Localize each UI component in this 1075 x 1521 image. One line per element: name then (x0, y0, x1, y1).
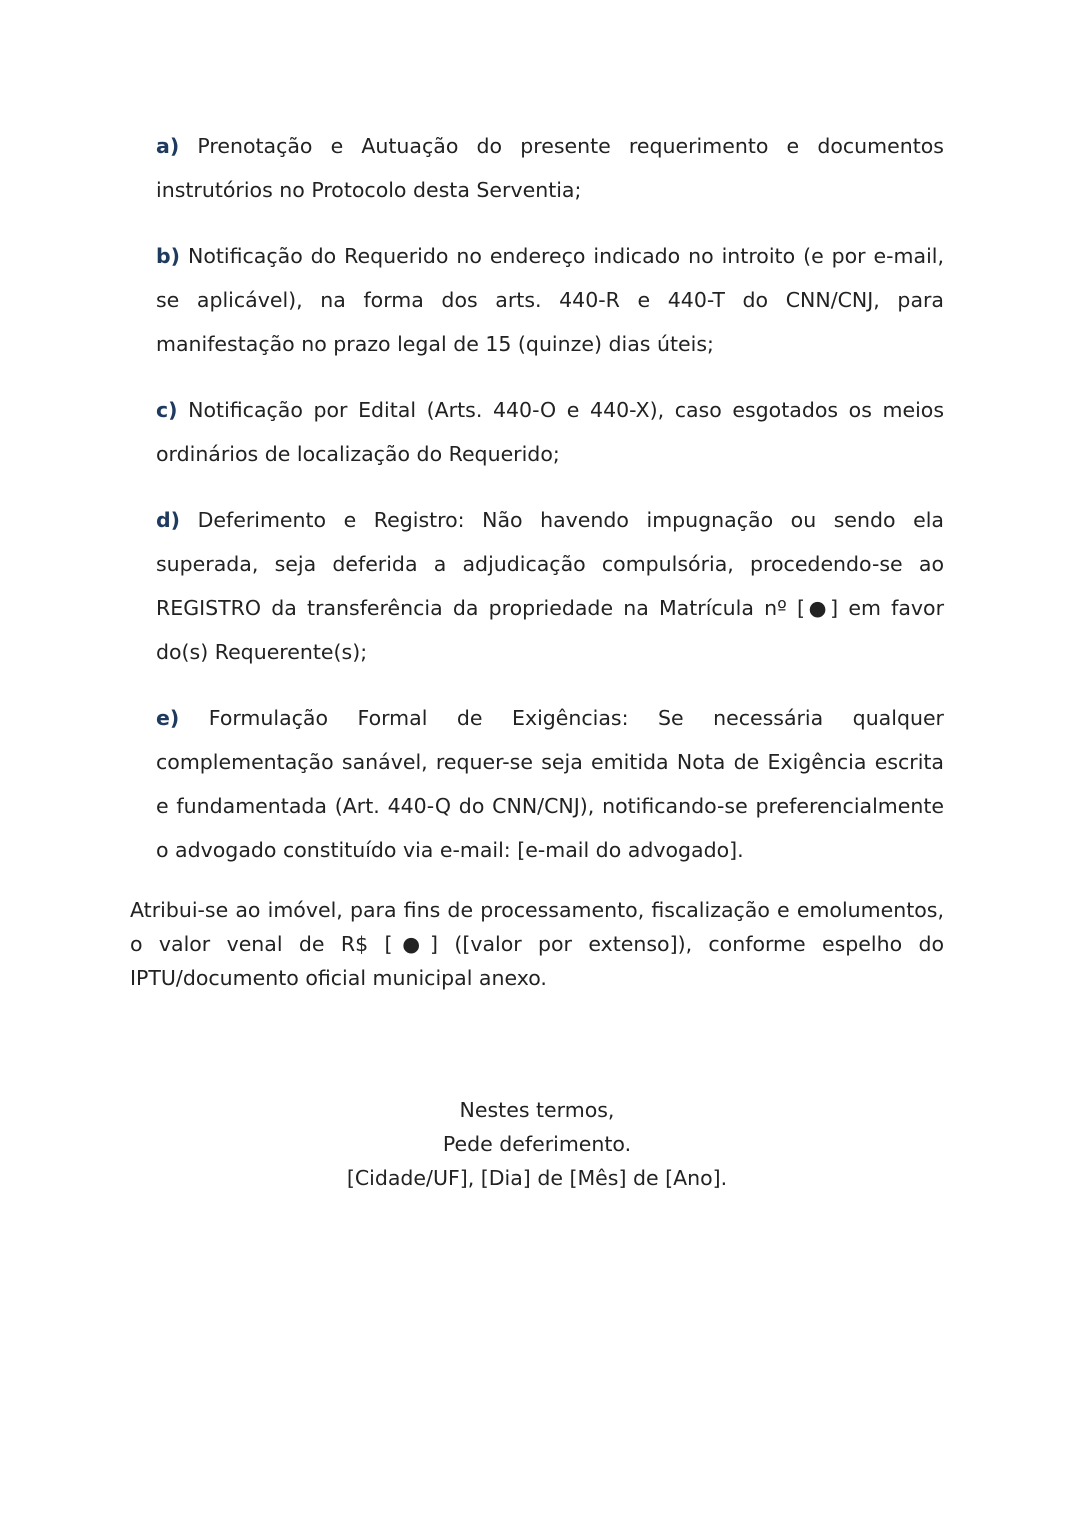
request-item-e (156, 696, 944, 872)
closing-block (130, 1093, 944, 1195)
property-valuation-paragraph: Atribui-se ao imóvel, para fins de processamento, fiscalização e emolumentos, o valor venal de R$ [●] ([valor por extenso]), conforme espelho do IPTU/documento oficial municipal anexo. (130, 898, 944, 990)
request-item-text: Prenotação e Autuação do presente requerimento e documentos instrutórios no Protocolo desta Serventia; (156, 134, 944, 202)
request-item-a (156, 124, 944, 212)
request-item-text: Notificação por Edital (Arts. 440-O e 440-X), caso esgotados os meios ordinários de localização do Requerido; (156, 398, 944, 466)
request-item-letter: e) (156, 706, 180, 730)
closing-place-date: [Cidade/UF], [Dia] de [Mês] de [Ano]. (346, 1166, 728, 1190)
request-item-letter: c) (156, 398, 178, 422)
request-item-letter: b) (156, 244, 181, 268)
request-item-letter: d) (156, 508, 181, 532)
requests-list (156, 124, 944, 894)
request-item-d (156, 498, 944, 674)
request-item-letter: a) (156, 134, 180, 158)
request-item-text: Notificação do Requerido no endereço indicado no introito (e por e-mail, se aplicável), na forma dos arts. 440-R e 440-T do CNN/CNJ, para manifestação no prazo legal de 15 (quinze) dias úteis; (156, 244, 944, 356)
request-item-b (156, 234, 944, 366)
request-item-c (156, 388, 944, 476)
closing-request: Pede deferimento. (442, 1132, 632, 1156)
request-item-text: Formulação Formal de Exigências: Se necessária qualquer complementação sanável, requer-se seja emitida Nota de Exigência escrita e fundamentada (Art. 440-Q do CNN/CNJ), notificando-se preferencialmente o advogado constituído via e-mail: [e-mail do advogado]. (156, 706, 944, 862)
request-item-text: Deferimento e Registro: Não havendo impugnação ou sendo ela superada, seja deferida a adjudicação compulsória, procedendo-se ao REGISTRO da transferência da propriedade na Matrícula nº [●] em favor do(s) Requerente(s); (156, 508, 944, 664)
closing-terms: Nestes termos, (459, 1098, 615, 1122)
